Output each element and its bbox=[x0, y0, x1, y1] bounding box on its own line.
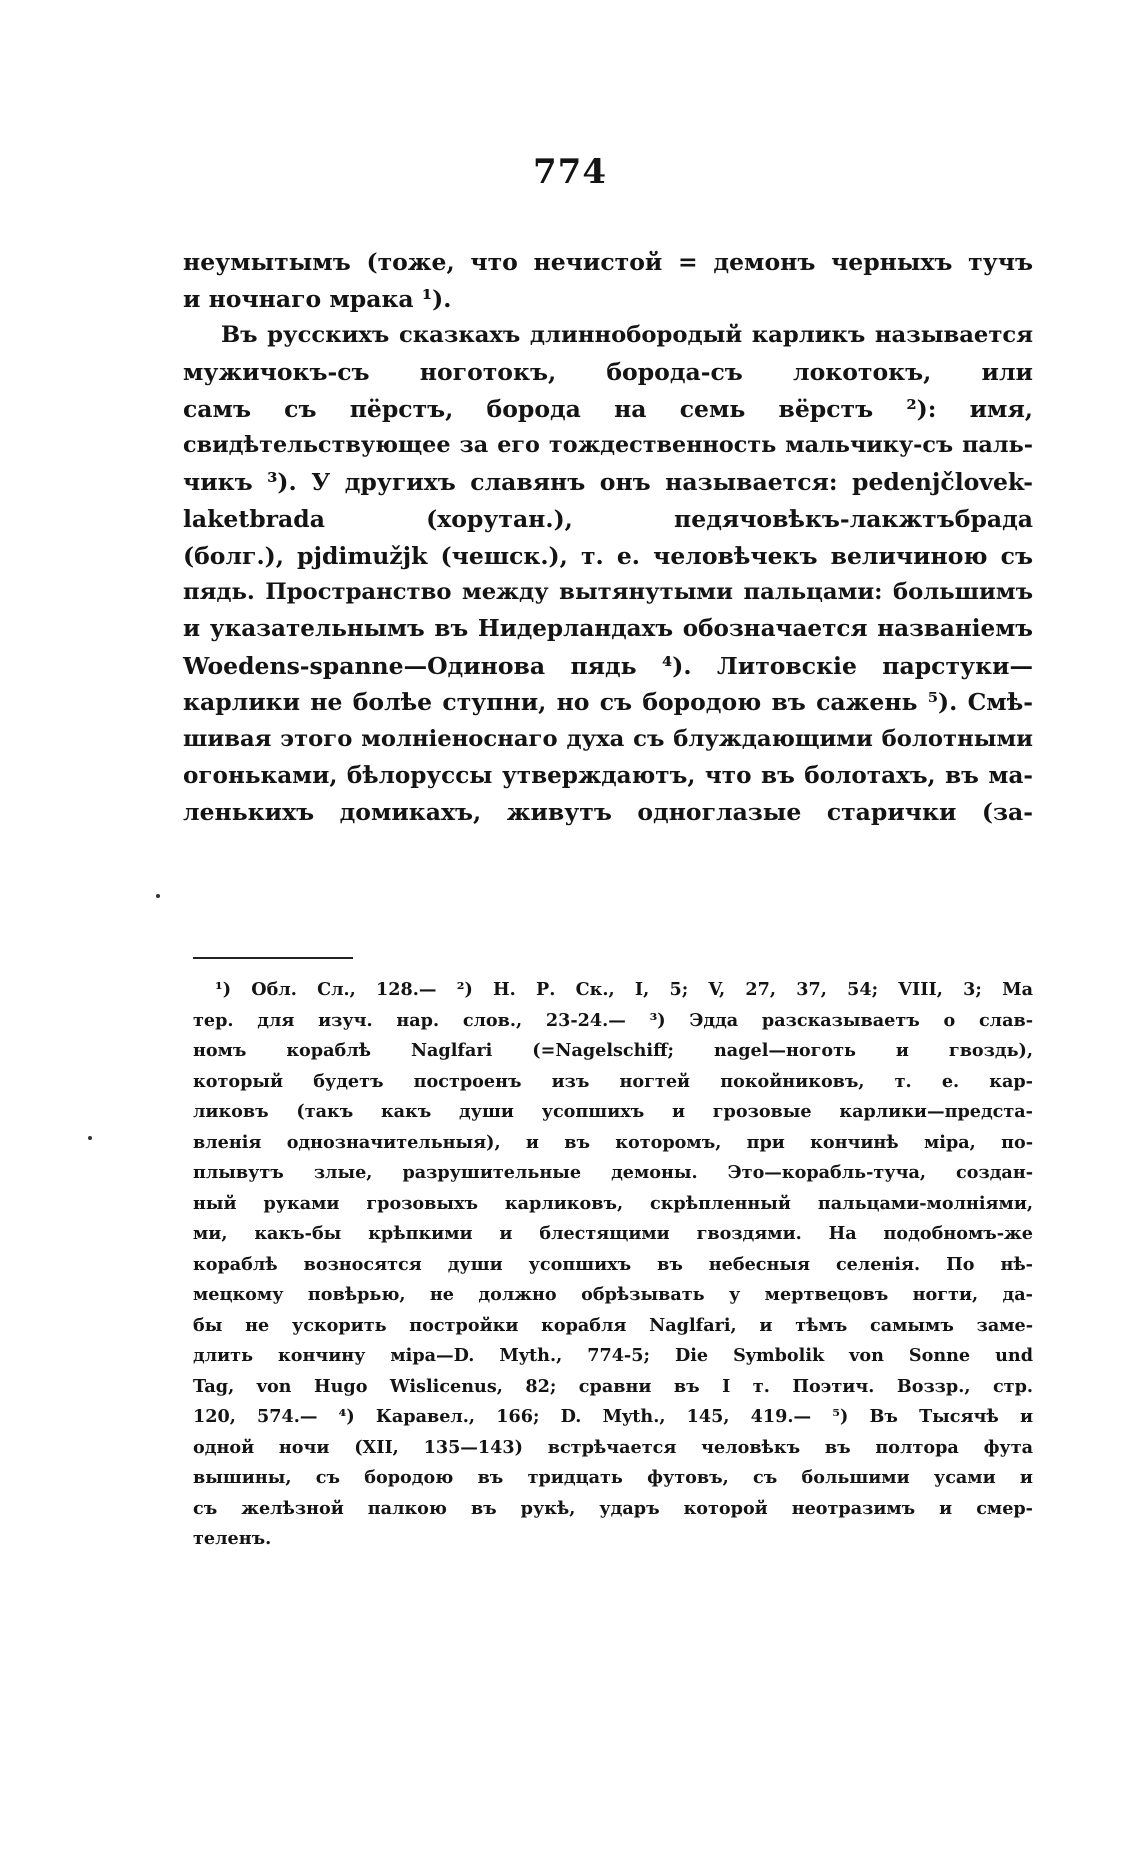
text-line: карлики не болѣе ступни, но съ бородою въ сажень ⁵). Смѣ- bbox=[183, 688, 1033, 717]
footnote-line: вленія однозначительныя), и въ которомъ, при кончинѣ міра, по- bbox=[193, 1131, 1033, 1153]
text-line: свидѣтельствующее за его тождественность мальчику-съ паль- bbox=[183, 432, 1033, 459]
page-number: 774 bbox=[533, 152, 607, 192]
footnote-line: мецкому повѣрью, не должно обрѣзывать у мертвецовъ ногти, да- bbox=[193, 1284, 1033, 1305]
footnotes bbox=[193, 975, 1033, 1555]
text-line: пядь. Пространство между вытянутыми пальцами: большимъ bbox=[183, 579, 1033, 606]
footnote-line: теленъ. bbox=[193, 1528, 272, 1549]
footnote-line: съ желѣзной палкою въ рукѣ, ударъ которой неотразимъ и смер- bbox=[193, 1497, 1033, 1519]
text-line: шивая этого молніеноснаго духа съ блуждающими болотными bbox=[183, 725, 1033, 752]
footnote-line: вышины, съ бородою въ тридцать футовъ, съ большими усами и bbox=[193, 1467, 1033, 1488]
text-line: Woedens-spanne—Одинова пядь ⁴). Литовскіе парстуки— bbox=[183, 651, 1033, 680]
footnote-line: ¹) Обл. Сл., 128.— ²) Н. Р. Ск., I, 5; V, 27, 37, 54; VIII, 3; Ма bbox=[215, 979, 1033, 1000]
scan-speck bbox=[88, 1136, 92, 1140]
text-line: ленькихъ домикахъ, живутъ одноглазые старички (за- bbox=[183, 798, 1033, 827]
scan-speck bbox=[156, 894, 160, 898]
text-line: и ночнаго мрака ¹). bbox=[183, 284, 452, 313]
footnote-line: длить кончину міра—D. Myth., 774-5; Die Symbolik von Sonne und bbox=[193, 1345, 1033, 1366]
footnote-line: бы не ускорить постройки корабля Naglfari, и тѣмъ самымъ заме- bbox=[193, 1314, 1033, 1336]
footnote-separator bbox=[193, 957, 353, 959]
text-line: laketbrada (хорутан.), педячовѣкъ-лакжтъбрада bbox=[183, 504, 1033, 533]
footnote-line: одной ночи (XII, 135—143) встрѣчается человѣкъ въ полтора фута bbox=[193, 1436, 1033, 1458]
text-line: и указательнымъ въ Нидерландахъ обозначается названіемъ bbox=[183, 614, 1033, 642]
footnote-line: Tag, von Hugo Wislicenus, 82; сравни въ I т. Поэтич. Воззр., стр. bbox=[193, 1375, 1033, 1397]
text-line: огоньками, бѣлоруссы утверждаютъ, что въ болотахъ, въ ма- bbox=[183, 761, 1033, 789]
text-line: Въ русскихъ сказкахъ длиннобородый карликъ называется bbox=[221, 322, 1033, 349]
main-text bbox=[183, 244, 1033, 831]
footnote-line: 120, 574.— ⁴) Каравел., 166; D. Myth., 145, 419.— ⁵) Въ Тысячѣ и bbox=[193, 1406, 1033, 1427]
text-line: (болг.), pjdimužjk (чешск.), т. е. человѣчекъ величиною съ bbox=[183, 541, 1033, 570]
text-line: чикъ ³). У другихъ славянъ онъ называется: pedenjčlovek- bbox=[183, 468, 1033, 497]
footnote-line: тер. для изуч. нар. слов., 23-24.— ³) Эдда разсказываетъ о слав- bbox=[193, 1009, 1033, 1031]
text-line: неумытымъ (тоже, что нечистой = демонъ черныхъ тучъ bbox=[183, 248, 1033, 276]
footnote-line: кораблѣ возносятся души усопшихъ въ небесныя селенія. По нѣ- bbox=[193, 1253, 1033, 1275]
text-line: мужичокъ-съ ноготокъ, борода-съ локотокъ, или bbox=[183, 358, 1033, 387]
footnote-line: ми, какъ-бы крѣпкими и блестящими гвоздями. На подобномъ-же bbox=[193, 1223, 1033, 1244]
text-line: самъ съ пёрстъ, борода на семь вёрстъ ²): имя, bbox=[183, 394, 1033, 423]
footnote-line: номъ кораблѣ Naglfari (=Nagelschiff; nagel—ноготь и гвоздь), bbox=[193, 1040, 1033, 1061]
footnote-line: ликовъ (такъ какъ души усопшихъ и грозовые карлики—предста- bbox=[193, 1101, 1033, 1122]
footnote-line: который будетъ построенъ изъ ногтей покойниковъ, т. е. кар- bbox=[193, 1070, 1033, 1092]
footnote-line: ный руками грозовыхъ карликовъ, скрѣпленный пальцами-молніями, bbox=[193, 1192, 1033, 1214]
footnote-line: плывутъ злые, разрушительные демоны. Это—корабль-туча, создан- bbox=[193, 1162, 1033, 1183]
